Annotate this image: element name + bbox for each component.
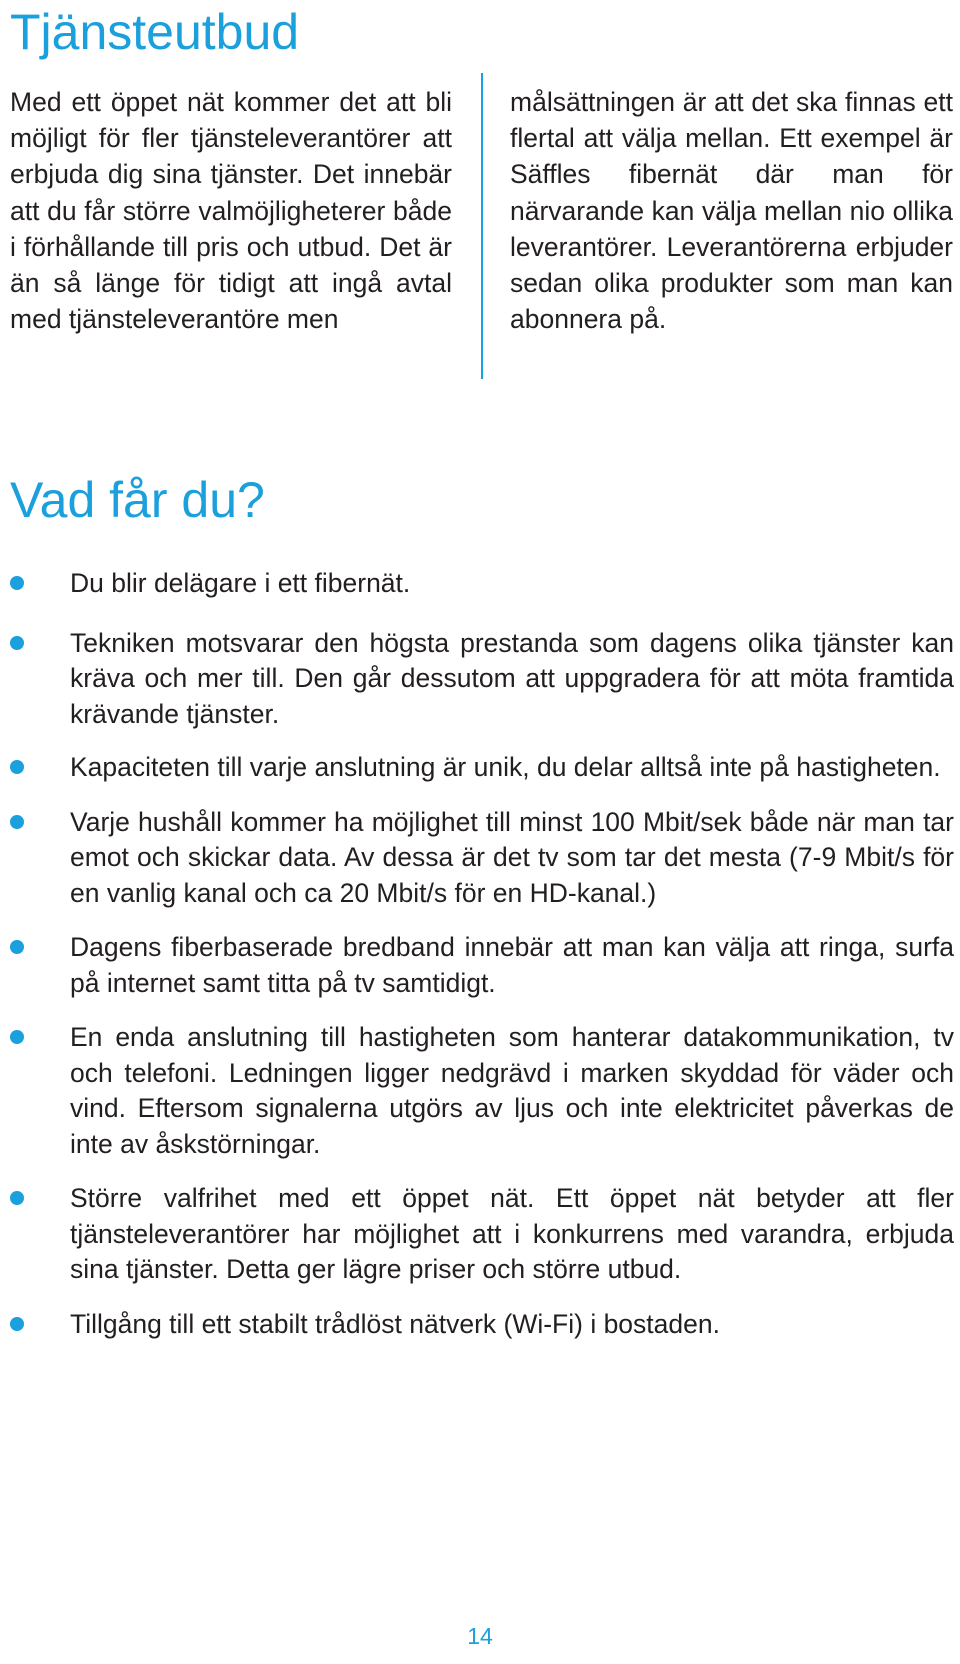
bullet-dot-icon bbox=[10, 636, 24, 650]
list-item-text: Dagens fiberbaserade bredband innebär att man kan välja att ringa, surfa på internet samt titta på tv samtidigt. bbox=[70, 932, 954, 998]
page-title: Tjänsteutbud bbox=[10, 4, 300, 60]
bullet-dot-icon bbox=[10, 940, 24, 954]
list-item-text: Tekniken motsvarar den högsta prestanda som dagens olika tjänster kan kräva och mer till. Den går dessutom att uppgradera för att möta framtida krävande tjänster. bbox=[70, 627, 954, 729]
bullet-dot-icon bbox=[10, 576, 24, 590]
list-item bbox=[10, 1181, 954, 1288]
benefit-list bbox=[10, 566, 954, 1342]
list-item bbox=[10, 1307, 954, 1343]
list-item bbox=[10, 1020, 954, 1162]
section-heading: Vad får du? bbox=[10, 472, 265, 528]
list-item bbox=[10, 805, 954, 912]
list-item-text: Varje hushåll kommer ha möjlighet till minst 100 Mbit/sek både när man tar emot och skickar data. Av dessa är det tv som tar det mesta (7-9 Mbit/s för en vanlig kanal och ca 20 Mbit/s för en HD-kanal.) bbox=[70, 806, 954, 908]
list-item-text: En enda anslutning till hastigheten som hanterar datakommunikation, tv och telefoni. Ledningen ligger nedgrävd i marken skyddad för väder och vind. Eftersom signalerna utgörs av ljus och inte elektricitet påverkas de inte av åskstörningar. bbox=[70, 1022, 954, 1159]
column-divider bbox=[481, 73, 483, 379]
list-item bbox=[10, 566, 954, 602]
bullet-dot-icon bbox=[10, 1191, 24, 1205]
bullet-dot-icon bbox=[10, 1030, 24, 1044]
intro-text-right: målsättningen är att det ska finnas ett flertal att välja mellan. Ett exempel är Säffles fibernät där man för närvarande kan välja mellan nio ollika leverantörer. Leverantörerna erbjuder sedan olika produkter som man kan abonnera på. bbox=[510, 87, 953, 335]
list-item-text: Du blir delägare i ett fibernät. bbox=[70, 568, 411, 598]
list-item bbox=[10, 930, 954, 1001]
bullet-dot-icon bbox=[10, 760, 24, 774]
page-number: 14 bbox=[467, 1623, 493, 1649]
bullet-dot-icon bbox=[10, 1317, 24, 1331]
list-item bbox=[10, 750, 954, 786]
list-item bbox=[10, 626, 954, 733]
list-item-text: Tillgång till ett stabilt trådlöst nätverk (Wi-Fi) i bostaden. bbox=[70, 1308, 720, 1339]
intro-text-left: Med ett öppet nät kommer det att bli möjligt för fler tjänsteleverantörer att erbjuda dig sina tjänster. Det innebär att du får större valmöjligheterer både i förhållande till pris och utbud. Det är än så länge för tidigt att ingå avtal med tjänsteleverantöre men bbox=[10, 87, 452, 335]
list-item-text: Större valfrihet med ett öppet nät. Ett öppet nät betyder att fler tjänsteleverantörer har möjlighet att i konkurrens med varandra, erbjuda sina tjänster. Detta ger lägre priser och större utbud. bbox=[70, 1183, 954, 1284]
list-item-text: Kapaciteten till varje anslutning är unik, du delar alltså inte på hastigheten. bbox=[70, 752, 941, 782]
bullet-dot-icon bbox=[10, 815, 24, 829]
